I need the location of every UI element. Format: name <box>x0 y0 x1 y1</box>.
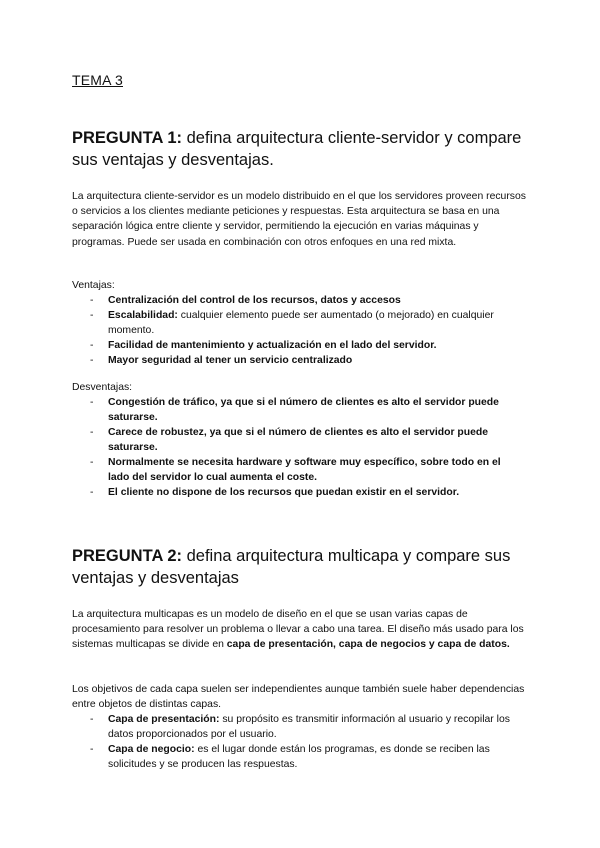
ventajas-list <box>72 293 522 368</box>
list-item <box>72 455 522 485</box>
question-2-objetivos: Los objetivos de cada capa suelen ser independientes aunque también suele haber dependencias entre objetos de distintas capas. <box>72 684 525 711</box>
question-2-intro <box>72 607 527 653</box>
bullet-dash: - <box>90 714 94 725</box>
list-item <box>72 395 522 425</box>
question-2-intro-text: La arquitectura multicapas es un modelo de diseño en el que se usan varias capas de procesamiento para resolver un problema o llevar a cabo una tarea. El diseño más usado para los sistemas multicapas se divide en <box>72 609 524 651</box>
desventajas-label: Desventajas: <box>72 382 133 393</box>
list-item-bold: Congestión de tráfico, ya que si el número de clientes es alto el servidor puede saturarse. <box>108 397 499 423</box>
list-item-bold: Capa de negocio: <box>108 744 195 755</box>
list-item-bold: Mayor seguridad al tener un servicio centralizado <box>108 355 353 366</box>
bullet-dash: - <box>90 744 94 755</box>
list-item-bold: Capa de presentación: <box>108 714 220 725</box>
list-item-bold: Normalmente se necesita hardware y software muy específico, sobre todo en el lado del servidor lo cual aumenta el coste. <box>108 457 501 483</box>
list-item-bold: Centralización del control de los recursos, datos y accesos <box>108 295 401 306</box>
list-item-bold: El cliente no dispone de los recursos que puedan existir en el servidor. <box>108 487 460 498</box>
bullet-dash: - <box>90 397 94 408</box>
list-item-bold: Carece de robustez, ya que si el número de clientes es alto el servidor puede saturarse. <box>108 427 488 453</box>
list-item <box>72 425 522 455</box>
ventajas-label: Ventajas: <box>72 280 115 291</box>
question-1-text: defina arquitectura cliente-servidor y compare sus ventajas y desventajas. <box>72 129 522 169</box>
question-2-label: PREGUNTA 2: <box>72 547 183 565</box>
bullet-dash: - <box>90 295 94 306</box>
question-2-text: defina arquitectura multicapa y compare sus ventajas y desventajas <box>72 547 511 587</box>
list-item <box>72 338 522 353</box>
question-1-label: PREGUNTA 1: <box>72 129 183 147</box>
question-1-heading <box>72 127 532 171</box>
list-item-text: su propósito es transmitir información al usuario y recopilar los datos proporcionados por el usuario. <box>108 714 510 740</box>
list-item <box>72 353 522 368</box>
bullet-dash: - <box>90 487 94 498</box>
desventajas-list <box>72 395 522 500</box>
bullet-dash: - <box>90 427 94 438</box>
bullet-dash: - <box>90 310 94 321</box>
list-item <box>72 742 522 772</box>
bullet-dash: - <box>90 340 94 351</box>
list-item-text: cualquier elemento puede ser aumentado (o mejorado) en cualquier momento. <box>108 310 494 336</box>
list-item <box>72 293 522 308</box>
list-item <box>72 485 522 500</box>
list-item-text: es el lugar donde están los programas, es donde se reciben las solicitudes y se producen las respuestas. <box>108 744 490 770</box>
list-item <box>72 712 522 742</box>
bullet-dash: - <box>90 457 94 468</box>
question-2-heading <box>72 545 532 589</box>
section-title: TEMA 3 <box>72 72 123 88</box>
list-item <box>72 308 522 338</box>
bullet-dash: - <box>90 355 94 366</box>
question-1-intro: La arquitectura cliente-servidor es un modelo distribuido en el que los servidores proveen recursos o servicios a los clientes mediante peticiones y respuestas. Esta arquitectura se basa en una separación lógica entre cliente y servidor, permitiendo la ejecución en varias máquinas y programas. Puede ser usada en combinación con otros enfoques en una red mixta. <box>72 191 526 248</box>
list-item-bold: Escalabilidad: <box>108 310 178 321</box>
question-2-intro-bold: capa de presentación, capa de negocios y capa de datos. <box>226 639 510 651</box>
list-item-bold: Facilidad de mantenimiento y actualización en el lado del servidor. <box>108 340 437 351</box>
capas-list <box>72 712 522 772</box>
